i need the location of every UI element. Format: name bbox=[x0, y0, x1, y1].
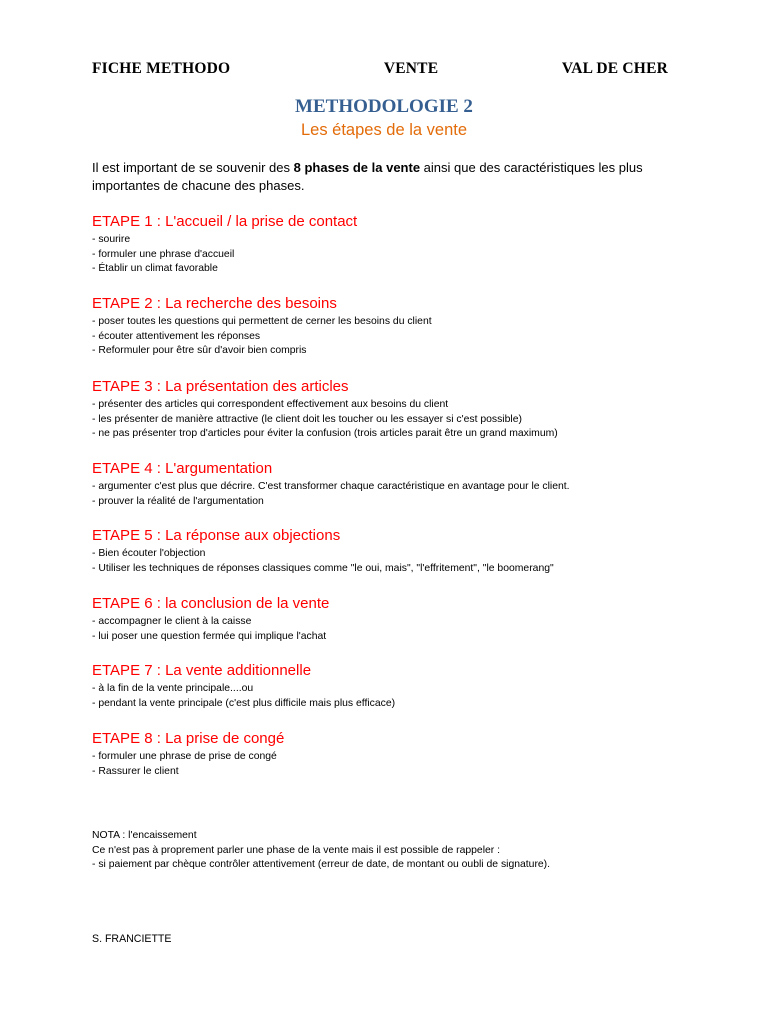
step-item: - les présenter de manière attractive (le client doit les toucher ou les essayer si c'est possible) bbox=[92, 413, 522, 425]
step-item: - accompagner le client à la caisse bbox=[92, 616, 252, 627]
step-item: - ne pas présenter trop d'articles pour éviter la confusion (trois articles parait être un grand maximum) bbox=[92, 428, 558, 440]
intro-text-after: ainsi que des caractéristiques les plus importantes de chacune des phases. bbox=[92, 160, 643, 193]
step-item: - sourire bbox=[92, 234, 131, 245]
step-items bbox=[92, 233, 692, 277]
step-item: - argumenter c'est plus que décrire. C'est transformer chaque caractéristique en avantage pour le client. bbox=[92, 481, 570, 492]
step-4 bbox=[92, 459, 692, 509]
document-header bbox=[92, 60, 668, 78]
document-subtitle: Les étapes de la vente bbox=[300, 121, 468, 139]
note-heading: NOTA : l'encaissement bbox=[92, 830, 197, 841]
step-item: - présenter des articles qui correspondent effectivement aux besoins du client bbox=[92, 399, 449, 410]
step-3 bbox=[92, 377, 692, 442]
header-center: VENTE bbox=[383, 60, 439, 77]
step-items bbox=[92, 398, 692, 442]
step-item: - prouver la réalité de l'argumentation bbox=[92, 495, 264, 507]
step-item: - Bien écouter l'objection bbox=[92, 548, 206, 559]
step-title: ETAPE 4 : L'argumentation bbox=[92, 460, 273, 477]
step-items bbox=[92, 750, 692, 779]
step-title: ETAPE 2 : La recherche des besoins bbox=[92, 295, 337, 312]
step-2 bbox=[92, 294, 692, 359]
step-items bbox=[92, 615, 692, 644]
step-6 bbox=[92, 594, 692, 644]
step-items bbox=[92, 682, 692, 711]
step-item: - Établir un climat favorable bbox=[92, 263, 218, 275]
note-block bbox=[92, 829, 692, 873]
step-item: - Reformuler pour être sûr d'avoir bien compris bbox=[92, 345, 307, 357]
step-item: - lui poser une question fermée qui implique l'achat bbox=[92, 630, 327, 642]
step-7 bbox=[92, 661, 692, 711]
step-item: - formuler une phrase d'accueil bbox=[92, 248, 235, 260]
step-title: ETAPE 1 : L'accueil / la prise de contact bbox=[92, 213, 358, 230]
intro-text-bold: 8 phases de la vente bbox=[293, 160, 421, 175]
author-signature: S. FRANCIETTE bbox=[92, 933, 172, 945]
step-title: ETAPE 3 : La présentation des articles bbox=[92, 378, 349, 395]
step-item: - à la fin de la vente principale....ou bbox=[92, 683, 254, 694]
note-text: Ce n'est pas à proprement parler une phase de la vente mais il est possible de rappeler : bbox=[92, 844, 501, 856]
step-item: - formuler une phrase de prise de congé bbox=[92, 751, 277, 762]
intro-text-before: Il est important de se souvenir des bbox=[92, 160, 294, 175]
step-item: - pendant la vente principale (c'est plus difficile mais plus efficace) bbox=[92, 697, 396, 709]
note-text: - si paiement par chèque contrôler attentivement (erreur de date, de montant ou oubli de signature). bbox=[92, 859, 551, 871]
step-items bbox=[92, 480, 692, 509]
step-title: ETAPE 7 : La vente additionnelle bbox=[92, 662, 312, 679]
step-5 bbox=[92, 526, 692, 576]
step-title: ETAPE 8 : La prise de congé bbox=[92, 730, 285, 747]
step-1 bbox=[92, 212, 692, 277]
step-item: - Rassurer le client bbox=[92, 765, 179, 777]
step-8 bbox=[92, 729, 692, 779]
step-item: - Utiliser les techniques de réponses classiques comme "le oui, mais", "l'effritement", "le boomerang" bbox=[92, 562, 554, 574]
step-title: ETAPE 6 : la conclusion de la vente bbox=[92, 595, 330, 612]
document-title: METHODOLOGIE 2 bbox=[295, 96, 473, 117]
step-items bbox=[92, 315, 692, 359]
header-right: VAL DE CHER bbox=[561, 60, 668, 77]
intro-paragraph bbox=[92, 159, 672, 195]
step-title: ETAPE 5 : La réponse aux objections bbox=[92, 527, 341, 544]
step-items bbox=[92, 547, 692, 576]
step-item: - poser toutes les questions qui permettent de cerner les besoins du client bbox=[92, 316, 432, 327]
header-left: FICHE METHODO bbox=[92, 60, 231, 77]
step-item: - écouter attentivement les réponses bbox=[92, 330, 261, 342]
